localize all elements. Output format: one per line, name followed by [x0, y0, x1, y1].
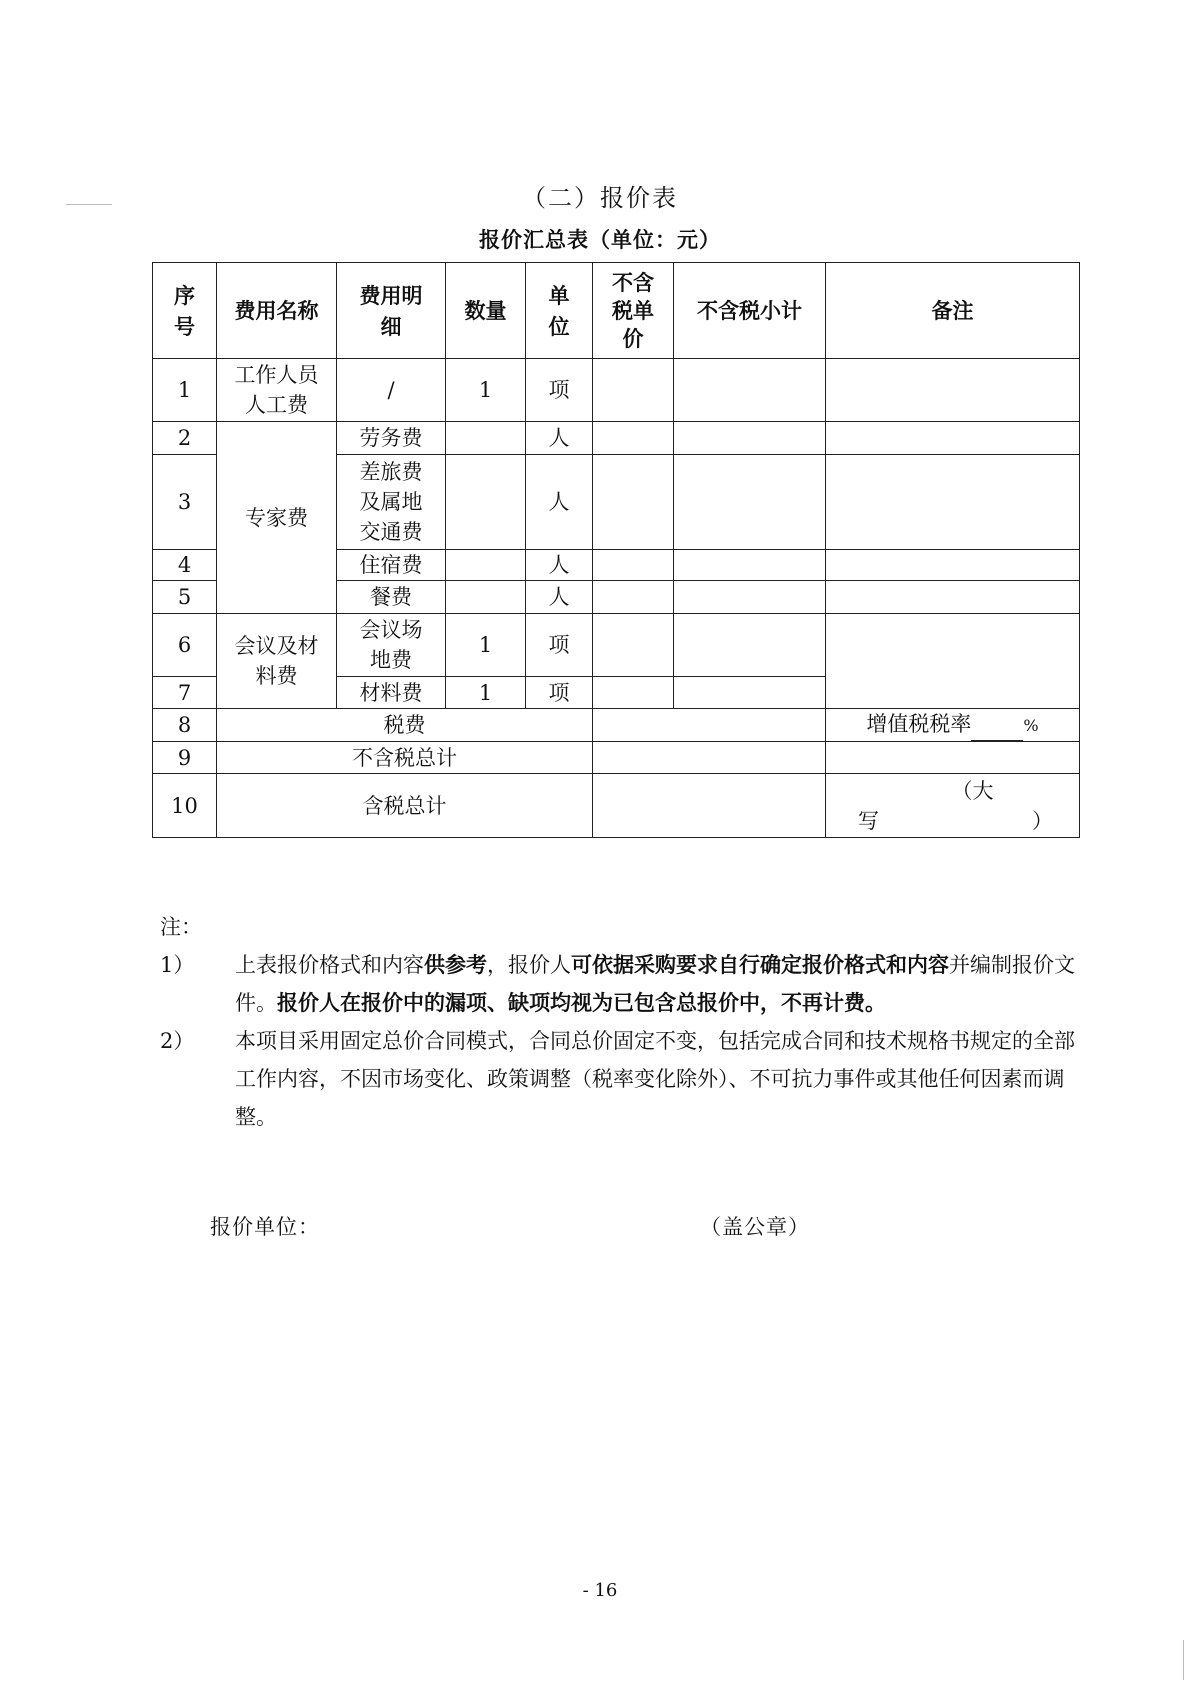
cell-subtotal — [674, 677, 826, 709]
header-qty: 数量 — [446, 263, 526, 359]
cell-qty: 1 — [446, 614, 526, 677]
cell-remark-tax-rate: 增值税税率 % — [826, 709, 1080, 742]
cell-remark — [826, 614, 1080, 709]
header-detail: 费用明 细 — [337, 263, 446, 359]
cell-unit-price — [593, 614, 674, 677]
signature-label: 报价单位： — [210, 1215, 320, 1239]
cell-seq: 4 — [153, 550, 217, 581]
table-row — [153, 742, 1080, 774]
quote-summary-table — [152, 262, 1080, 838]
cell-remark — [826, 742, 1080, 774]
cell-seq: 7 — [153, 677, 217, 709]
cell-qty — [446, 422, 526, 455]
section-title: （二）报价表 — [522, 184, 678, 212]
cell-name-total-excl: 不含税总计 — [217, 742, 593, 774]
cell-seq: 1 — [153, 359, 217, 422]
cell-seq: 6 — [153, 614, 217, 677]
table-row — [153, 709, 1080, 742]
scan-artifact — [66, 204, 112, 205]
notes-heading: 注： — [160, 915, 202, 939]
cell-detail: 材料费 — [337, 677, 446, 709]
page-number: - 16 — [582, 1580, 618, 1601]
cell-name-meeting: 会议及材 料费 — [217, 614, 337, 709]
cell-detail: 住宿费 — [337, 550, 446, 581]
cell-subtotal — [674, 422, 826, 455]
cell-unit: 项 — [526, 359, 593, 422]
table-header-row — [153, 263, 1080, 359]
cell-seq: 8 — [153, 709, 217, 742]
header-name: 费用名称 — [217, 263, 337, 359]
cell-detail: 劳务费 — [337, 422, 446, 455]
cell-amount — [593, 742, 826, 774]
cell-detail: 会议场 地费 — [337, 614, 446, 677]
header-subtotal: 不含税小计 — [674, 263, 826, 359]
cell-remark — [826, 550, 1080, 581]
cell-qty — [446, 581, 526, 614]
cell-subtotal — [674, 359, 826, 422]
table-caption: 报价汇总表（单位：元） — [479, 227, 721, 252]
header-unit-price: 不含 税单 价 — [593, 263, 674, 359]
header-seq: 序 号 — [153, 263, 217, 359]
cell-detail: 差旅费 及属地 交通费 — [337, 455, 446, 550]
cell-unit: 人 — [526, 550, 593, 581]
cell-seq: 10 — [153, 774, 217, 838]
cell-unit-price — [593, 455, 674, 550]
notes — [160, 908, 1080, 1136]
table-row — [153, 359, 1080, 422]
cell-unit: 人 — [526, 422, 593, 455]
tax-rate-blank[interactable] — [971, 720, 1023, 741]
seal-label: （盖公章） — [700, 1215, 810, 1239]
cell-qty — [446, 550, 526, 581]
cell-unit-price — [593, 677, 674, 709]
cell-unit-price — [593, 359, 674, 422]
cell-qty: 1 — [446, 677, 526, 709]
table-row — [153, 774, 1080, 838]
cell-name-expert: 专家费 — [217, 422, 337, 614]
cell-amount — [593, 774, 826, 838]
cell-unit-price — [593, 422, 674, 455]
cell-unit-price — [593, 550, 674, 581]
header-unit: 单 位 — [526, 263, 593, 359]
cell-seq: 3 — [153, 455, 217, 550]
table-row — [153, 422, 1080, 455]
cell-name-total-incl: 含税总计 — [217, 774, 593, 838]
cell-qty — [446, 455, 526, 550]
table-row — [153, 614, 1080, 677]
scan-artifact — [1183, 1640, 1184, 1680]
cell-name: 工作人员 人工费 — [217, 359, 337, 422]
header-remark: 备注 — [826, 263, 1080, 359]
cell-qty: 1 — [446, 359, 526, 422]
cell-detail: 餐费 — [337, 581, 446, 614]
note-item-2: 2） 本项目采用固定总价合同模式，合同总价固定不变，包括完成合同和技术规格书规定的全部工作内容，不因市场变化、政策调整（税率变化除外）、不可抗力事件或其他任何因素而调整。 — [160, 1029, 1075, 1129]
cell-remark — [826, 455, 1080, 550]
cell-unit: 项 — [526, 677, 593, 709]
cell-seq: 5 — [153, 581, 217, 614]
cell-subtotal — [674, 550, 826, 581]
note-item-1: 1） 上表报价格式和内容供参考，报价人可依据采购要求自行确定报价格式和内容并编制报价文件。报价人在报价中的漏项、缺项均视为已包含总报价中，不再计费。 — [160, 952, 1075, 1015]
cell-seq: 9 — [153, 742, 217, 774]
cell-detail: / — [337, 359, 446, 422]
cell-unit: 人 — [526, 581, 593, 614]
cell-subtotal — [674, 455, 826, 550]
cell-unit: 项 — [526, 614, 593, 677]
cell-remark — [826, 359, 1080, 422]
cell-unit: 人 — [526, 455, 593, 550]
cell-unit-price — [593, 581, 674, 614]
cell-amount — [593, 709, 826, 742]
cell-subtotal — [674, 581, 826, 614]
cell-name-tax: 税费 — [217, 709, 593, 742]
cell-remark — [826, 581, 1080, 614]
cell-seq: 2 — [153, 422, 217, 455]
cell-remark — [826, 422, 1080, 455]
cell-remark-uppercase: （大 写 ） — [826, 774, 1080, 838]
cell-subtotal — [674, 614, 826, 677]
